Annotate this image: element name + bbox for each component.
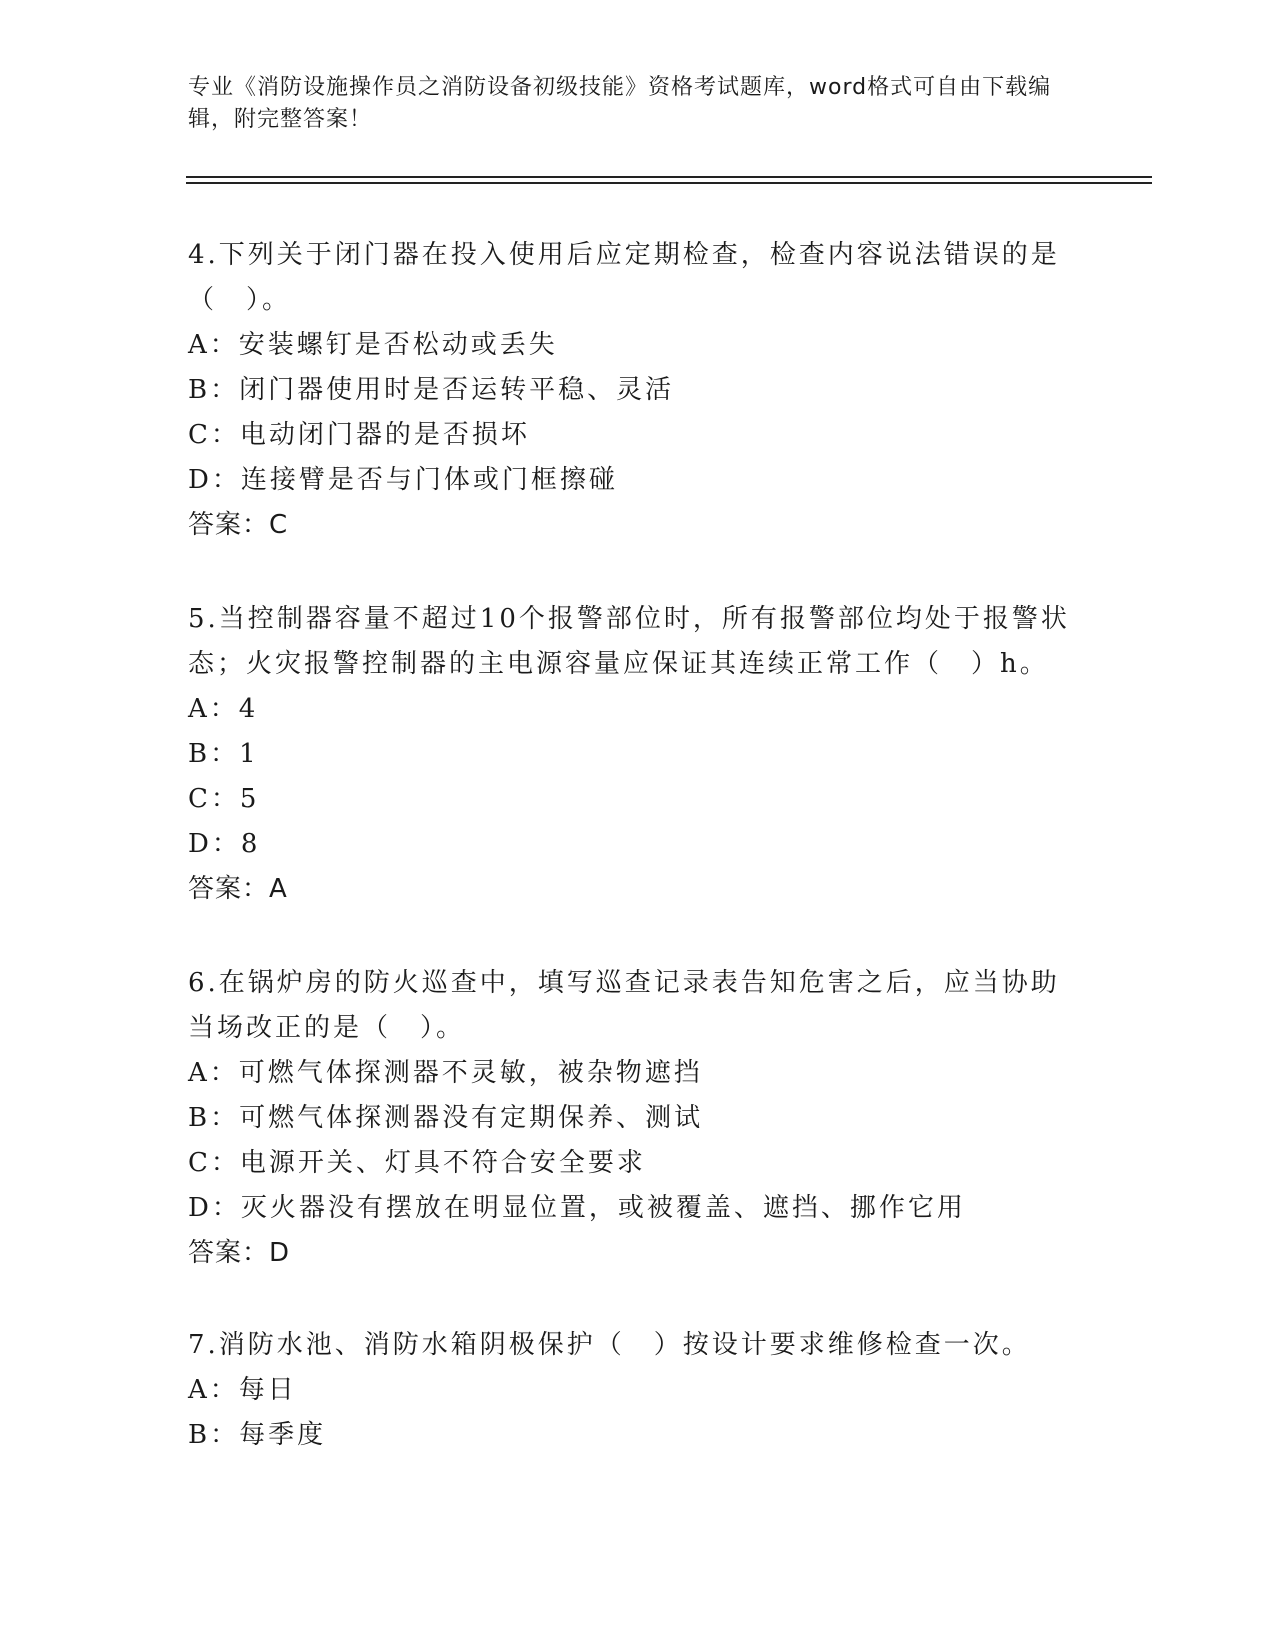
option-b: B：每季度 [188,1420,327,1450]
option-c: C：电动闭门器的是否损坏 [188,420,530,450]
answer: 答案：A [188,874,288,904]
header-divider-bottom [186,182,1152,184]
question-6 [188,961,1078,1276]
option-a: A：安装螺钉是否松动或丢失 [188,330,558,360]
option-b: B：可燃气体探测器没有定期保养、测试 [188,1103,704,1133]
header-divider-top [186,176,1152,178]
option-b: B：1 [188,739,259,769]
question-stem: 6.在锅炉房的防火巡查中，填写巡查记录表告知危害之后，应当协助当场改正的是（ ）。 [188,968,1060,1043]
option-a: A：4 [188,694,259,724]
question-stem: 7.消防水池、消防水箱阴极保护（ ）按设计要求维修检查一次。 [188,1330,1031,1360]
answer: 答案：D [188,1238,291,1268]
option-c: C：电源开关、灯具不符合安全要求 [188,1148,646,1178]
document-header: 专业《消防设施操作员之消防设备初级技能》资格考试题库，word格式可自由下载编辑，附完整答案！ [188,75,1052,132]
question-stem: 5.当控制器容量不超过10个报警部位时，所有报警部位均处于报警状态；火灾报警控制器的主电源容量应保证其连续正常工作（ ）h。 [188,604,1070,679]
option-c: C：5 [188,784,260,814]
question-5 [188,597,1078,912]
option-a: A：每日 [188,1375,297,1405]
option-a: A：可燃气体探测器不灵敏，被杂物遮挡 [188,1058,703,1088]
question-7 [188,1323,1078,1458]
option-d: D：8 [188,829,261,859]
option-d: D：灭火器没有摆放在明显位置，或被覆盖、遮挡、挪作它用 [188,1193,966,1223]
answer: 答案：C [188,510,289,540]
option-d: D：连接臂是否与门体或门框擦碰 [188,465,618,495]
question-stem: 4.下列关于闭门器在投入使用后应定期检查，检查内容说法错误的是（ ）。 [188,240,1060,315]
option-b: B：闭门器使用时是否运转平稳、灵活 [188,375,675,405]
question-4 [188,233,1078,548]
